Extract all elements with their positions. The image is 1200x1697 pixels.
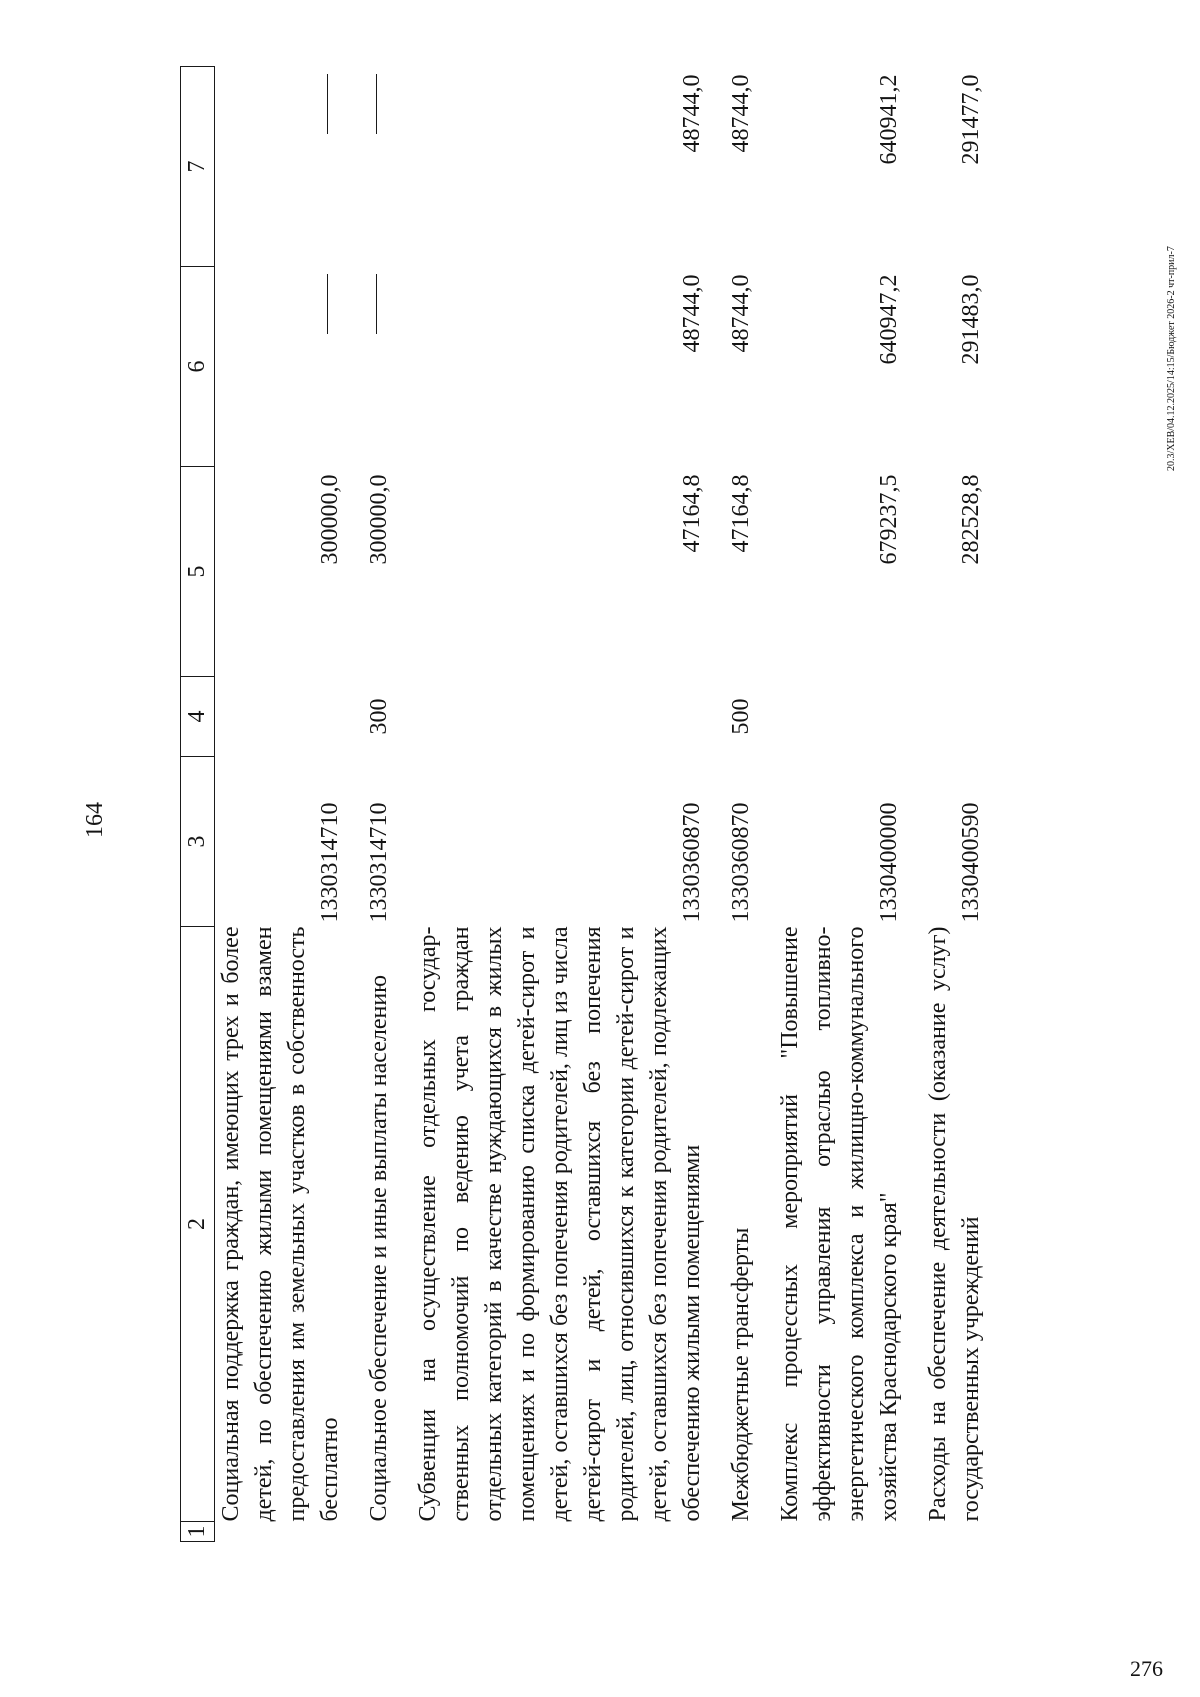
row-amount-6: 640947,2 bbox=[876, 274, 902, 365]
row-amount-6 bbox=[215, 267, 348, 467]
header-col-1: 1 bbox=[181, 1522, 215, 1542]
row-amount-7: 48744,0 bbox=[728, 74, 754, 153]
row-target-code: 1330400000 bbox=[876, 802, 902, 923]
row-amount-6: 48744,0 bbox=[728, 274, 754, 353]
row-description: Социальная поддержка граждан, имеющих трех и более детей, по обеспечению жилыми помещениями взамен предоставления им земельных участков в собственность бесплатно bbox=[218, 926, 343, 1522]
table-row bbox=[922, 67, 988, 1542]
table-body bbox=[215, 67, 989, 1542]
row-gap bbox=[396, 67, 412, 1542]
row-gap bbox=[906, 67, 922, 1542]
row-expense-type: 500 bbox=[728, 698, 754, 735]
row-amount-6: 291483,0 bbox=[958, 274, 984, 365]
budget-table bbox=[180, 66, 988, 1542]
header-col-5: 5 bbox=[181, 467, 215, 677]
row-index-cell bbox=[215, 1522, 348, 1542]
dash-mark bbox=[376, 75, 377, 135]
row-gap bbox=[347, 67, 363, 1542]
header-col-4: 4 bbox=[181, 677, 215, 757]
header-col-3: 3 bbox=[181, 757, 215, 927]
row-expense-type bbox=[774, 677, 906, 757]
row-amount-6: 48744,0 bbox=[679, 274, 705, 353]
row-amount-7: 640941,2 bbox=[876, 74, 902, 165]
row-index-cell bbox=[363, 1522, 396, 1542]
row-expense-type bbox=[412, 677, 709, 757]
row-amount-5: 300000,0 bbox=[366, 474, 392, 565]
row-target-code: 1330314710 bbox=[366, 802, 392, 923]
dash-mark bbox=[327, 75, 328, 135]
row-description: Социальное обеспечение и иные выплаты населению bbox=[366, 974, 392, 1522]
row-amount-7 bbox=[215, 67, 348, 267]
row-amount-7: 48744,0 bbox=[679, 74, 705, 153]
row-gap bbox=[709, 67, 725, 1542]
row-amount-5: 47164,8 bbox=[679, 474, 705, 553]
row-description: Межбюджетные трансферты bbox=[728, 1227, 754, 1522]
header-col-6: 6 bbox=[181, 267, 215, 467]
row-amount-7: 291477,0 bbox=[958, 74, 984, 165]
row-amount-6 bbox=[363, 267, 396, 467]
row-index-cell bbox=[774, 1522, 906, 1542]
dash-mark bbox=[327, 275, 328, 335]
rotated-table-container bbox=[180, 67, 1070, 1542]
row-expense-type: 300 bbox=[366, 698, 392, 735]
row-index-cell bbox=[725, 1522, 758, 1542]
sheet-number: 276 bbox=[1130, 1656, 1163, 1681]
row-expense-type bbox=[922, 677, 988, 757]
row-index-cell bbox=[412, 1522, 709, 1542]
row-amount-7 bbox=[363, 67, 396, 267]
table-row bbox=[215, 67, 348, 1542]
row-target-code: 1330400590 bbox=[958, 802, 984, 923]
row-amount-5: 679237,5 bbox=[876, 474, 902, 565]
row-gap bbox=[758, 67, 774, 1542]
row-target-code: 1330360870 bbox=[728, 802, 754, 923]
table-row bbox=[412, 67, 709, 1542]
row-description: Субвенции на осуществление отдельных государственных полномочий по ведению учета граждан отдельных категорий в качестве нуждающихся в жилых помещениях и по формированию списка детей-сирот и детей, оставшихся без попечения родителей, лиц из числа детей-сирот и детей, оставшихся без попечения родителей, лиц, относившихся к категории детей-сирот и детей, оставшихся без попечения родителей, подлежащих обеспечению жилыми помещениями bbox=[415, 926, 705, 1522]
table-row bbox=[774, 67, 906, 1542]
row-index-cell bbox=[922, 1522, 988, 1542]
header-row bbox=[181, 67, 215, 1542]
header-col-2: 2 bbox=[181, 927, 215, 1522]
document-footer-stamp: 20.3/ХЕВ/04.12.2025/14:15/Бюджет 2026-2 чт-прил-7 bbox=[1166, 246, 1177, 471]
row-target-code: 1330360870 bbox=[679, 802, 705, 923]
table-header bbox=[181, 67, 215, 1542]
table-row bbox=[725, 67, 758, 1542]
header-col-7: 7 bbox=[181, 67, 215, 267]
dash-mark bbox=[376, 275, 377, 335]
row-target-code: 1330314710 bbox=[317, 802, 343, 923]
row-description: Комплекс процессных мероприятий "Повышение эффективности управления отраслью топливно-энергетического комплекса и жилищно-коммунального хозяйства Краснодарского края" bbox=[777, 926, 902, 1522]
row-amount-5: 300000,0 bbox=[317, 474, 343, 565]
row-amount-5: 47164,8 bbox=[728, 474, 754, 553]
page-number: 164 bbox=[82, 802, 108, 838]
row-description: Расходы на обеспечение деятельности (оказание услуг) государственных учреждений bbox=[925, 926, 984, 1522]
table-row bbox=[363, 67, 396, 1542]
row-expense-type bbox=[215, 677, 348, 757]
row-amount-5: 282528,8 bbox=[958, 474, 984, 565]
